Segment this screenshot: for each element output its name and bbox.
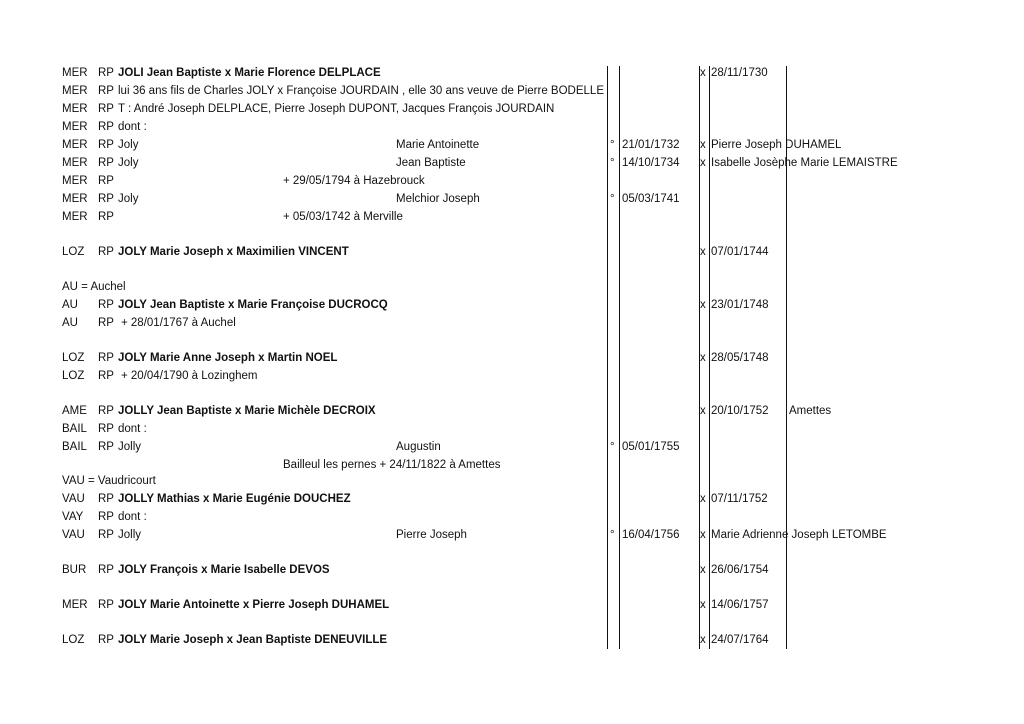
cell-rp: RP bbox=[98, 67, 114, 79]
cell-date1: 14/10/1734 bbox=[622, 157, 680, 169]
cell-code: MER bbox=[62, 211, 88, 223]
cell-rp: RP bbox=[98, 317, 114, 329]
cell-code: VAU bbox=[62, 529, 85, 541]
record-row bbox=[0, 367, 1024, 385]
cell-code: VAU bbox=[62, 493, 85, 505]
record-row bbox=[0, 402, 1024, 420]
cell-rp: RP bbox=[98, 564, 114, 576]
cell-spouse: Marie Adrienne Joseph LETOMBE bbox=[711, 529, 887, 541]
cell-rp: RP bbox=[98, 103, 114, 115]
record-row bbox=[0, 596, 1024, 614]
record-row bbox=[0, 136, 1024, 154]
cell-main: dont : bbox=[118, 511, 147, 523]
record-row bbox=[0, 118, 1024, 136]
cell-code: LOZ bbox=[62, 246, 85, 258]
cell-date2: 28/05/1748 bbox=[711, 352, 769, 364]
cell-deg: ° bbox=[610, 157, 615, 169]
cell-date1: 05/03/1741 bbox=[622, 193, 680, 205]
cell-note: + 05/03/1742 à Merville bbox=[283, 211, 403, 223]
cell-deg: ° bbox=[610, 139, 615, 151]
record-row bbox=[0, 190, 1024, 208]
cell-rp: RP bbox=[98, 246, 114, 258]
cell-date2: 26/06/1754 bbox=[711, 564, 769, 576]
cell-main: Joly bbox=[118, 193, 139, 205]
record-row bbox=[0, 508, 1024, 526]
cell-code: MER bbox=[62, 85, 88, 97]
record-row bbox=[0, 172, 1024, 190]
cell-code: AU bbox=[62, 317, 78, 329]
cell-rp: RP bbox=[98, 157, 114, 169]
cell-first: Marie Antoinette bbox=[396, 139, 480, 151]
cell-deg: ° bbox=[610, 441, 615, 453]
cell-spouse: Isabelle Josèphe Marie LEMAISTRE bbox=[711, 157, 898, 169]
cell-main: Jolly bbox=[118, 441, 142, 453]
cell-mark: x bbox=[700, 564, 706, 576]
cell-code: VAY bbox=[62, 511, 84, 523]
record-row bbox=[0, 154, 1024, 172]
cell-code: VAU = Vaudricourt bbox=[62, 475, 156, 487]
cell-mark: x bbox=[700, 493, 706, 505]
cell-code: MER bbox=[62, 157, 88, 169]
record-row bbox=[0, 631, 1024, 649]
cell-date2: 07/11/1752 bbox=[711, 493, 768, 505]
cell-rp: RP bbox=[98, 511, 114, 523]
cell-code: AME bbox=[62, 405, 87, 417]
cell-code: LOZ bbox=[62, 370, 85, 382]
cell-code: MER bbox=[62, 103, 88, 115]
cell-rp: RP bbox=[98, 493, 114, 505]
cell-note: Bailleul les pernes + 24/11/1822 à Amettes bbox=[283, 459, 501, 471]
record-row bbox=[0, 314, 1024, 332]
cell-first: Pierre Joseph bbox=[396, 529, 467, 541]
cell-rp: RP bbox=[98, 441, 114, 453]
cell-date2: 20/10/1752 bbox=[711, 405, 769, 417]
cell-main: JOLY François x Marie Isabelle DEVOS bbox=[118, 564, 330, 576]
cell-main: Joly bbox=[118, 157, 139, 169]
cell-first: Jean Baptiste bbox=[396, 157, 466, 169]
cell-main: JOLY Jean Baptiste x Marie Françoise DUCROCQ bbox=[118, 299, 388, 311]
record-row bbox=[0, 100, 1024, 118]
cell-code: MER bbox=[62, 121, 88, 133]
cell-rp: RP bbox=[98, 121, 114, 133]
cell-rp: RP bbox=[98, 299, 114, 311]
cell-code: AU bbox=[62, 299, 78, 311]
cell-mark: x bbox=[700, 599, 706, 611]
cell-main: lui 36 ans fils de Charles JOLY x Françoise JOURDAIN , elle 30 ans veuve de Pierre BODELLE bbox=[118, 85, 604, 97]
cell-date1: 05/01/1755 bbox=[622, 441, 680, 453]
cell-code: MER bbox=[62, 599, 88, 611]
cell-code: MER bbox=[62, 139, 88, 151]
record-row bbox=[0, 438, 1024, 456]
cell-mark: x bbox=[700, 529, 706, 541]
cell-sub: + 28/01/1767 à Auchel bbox=[121, 317, 236, 329]
cell-rp: RP bbox=[98, 85, 114, 97]
cell-mark: x bbox=[700, 405, 706, 417]
cell-date2: 23/01/1748 bbox=[711, 299, 769, 311]
cell-rp: RP bbox=[98, 423, 114, 435]
cell-code: MER bbox=[62, 67, 88, 79]
cell-main: Joly bbox=[118, 139, 139, 151]
record-row bbox=[0, 64, 1024, 82]
record-row bbox=[0, 208, 1024, 226]
record-row bbox=[0, 526, 1024, 544]
cell-rp: RP bbox=[98, 405, 114, 417]
record-row bbox=[0, 82, 1024, 100]
cell-mark: x bbox=[700, 139, 706, 151]
cell-code: MER bbox=[62, 175, 88, 187]
cell-place: Amettes bbox=[789, 405, 832, 417]
cell-code: MER bbox=[62, 193, 88, 205]
cell-code: LOZ bbox=[62, 634, 85, 646]
cell-main: Jolly bbox=[118, 529, 142, 541]
cell-first: Augustin bbox=[396, 441, 441, 453]
record-row bbox=[0, 278, 1024, 296]
cell-main: dont : bbox=[118, 423, 147, 435]
cell-mark: x bbox=[700, 157, 706, 169]
cell-date2: 24/07/1764 bbox=[711, 634, 769, 646]
record-row bbox=[0, 472, 1024, 490]
cell-main: JOLI Jean Baptiste x Marie Florence DELPLACE bbox=[118, 67, 381, 79]
cell-code: BAIL bbox=[62, 423, 87, 435]
cell-code: AU = Auchel bbox=[62, 281, 126, 293]
cell-rp: RP bbox=[98, 175, 114, 187]
cell-spouse: Pierre Joseph DUHAMEL bbox=[711, 139, 842, 151]
record-row bbox=[0, 349, 1024, 367]
cell-main: JOLY Marie Joseph x Maximilien VINCENT bbox=[118, 246, 349, 258]
cell-main: JOLY Marie Joseph x Jean Baptiste DENEUVILLE bbox=[118, 634, 388, 646]
cell-mark: x bbox=[700, 246, 706, 258]
cell-rp: RP bbox=[98, 370, 114, 382]
cell-note: + 29/05/1794 à Hazebrouck bbox=[283, 175, 425, 187]
cell-rp: RP bbox=[98, 352, 114, 364]
record-row bbox=[0, 243, 1024, 261]
cell-rp: RP bbox=[98, 634, 114, 646]
record-row bbox=[0, 420, 1024, 438]
cell-main: JOLLY Mathias x Marie Eugénie DOUCHEZ bbox=[118, 493, 351, 505]
cell-main: JOLLY Jean Baptiste x Marie Michèle DECROIX bbox=[118, 405, 376, 417]
cell-code: BUR bbox=[62, 564, 87, 576]
cell-date1: 16/04/1756 bbox=[622, 529, 680, 541]
record-row bbox=[0, 561, 1024, 579]
cell-date1: 21/01/1732 bbox=[622, 139, 680, 151]
cell-sub: + 20/04/1790 à Lozinghem bbox=[121, 370, 258, 382]
record-row bbox=[0, 490, 1024, 508]
cell-main: T : André Joseph DELPLACE, Pierre Joseph DUPONT, Jacques François JOURDAIN bbox=[118, 103, 555, 115]
cell-date2: 07/01/1744 bbox=[711, 246, 769, 258]
cell-rp: RP bbox=[98, 211, 114, 223]
cell-rp: RP bbox=[98, 599, 114, 611]
cell-deg: ° bbox=[610, 529, 615, 541]
cell-mark: x bbox=[700, 634, 706, 646]
cell-deg: ° bbox=[610, 193, 615, 205]
cell-date2: 28/11/1730 bbox=[711, 67, 768, 79]
cell-code: BAIL bbox=[62, 441, 87, 453]
cell-mark: x bbox=[700, 299, 706, 311]
cell-date2: 14/06/1757 bbox=[711, 599, 769, 611]
cell-rp: RP bbox=[98, 529, 114, 541]
cell-mark: x bbox=[700, 352, 706, 364]
cell-code: LOZ bbox=[62, 352, 85, 364]
cell-rp: RP bbox=[98, 193, 114, 205]
cell-main: JOLY Marie Antoinette x Pierre Joseph DUHAMEL bbox=[118, 599, 390, 611]
cell-main: JOLY Marie Anne Joseph x Martin NOEL bbox=[118, 352, 338, 364]
cell-rp: RP bbox=[98, 139, 114, 151]
record-row bbox=[0, 296, 1024, 314]
cell-main: dont : bbox=[118, 121, 147, 133]
cell-first: Melchior Joseph bbox=[396, 193, 480, 205]
cell-mark: x bbox=[700, 67, 706, 79]
